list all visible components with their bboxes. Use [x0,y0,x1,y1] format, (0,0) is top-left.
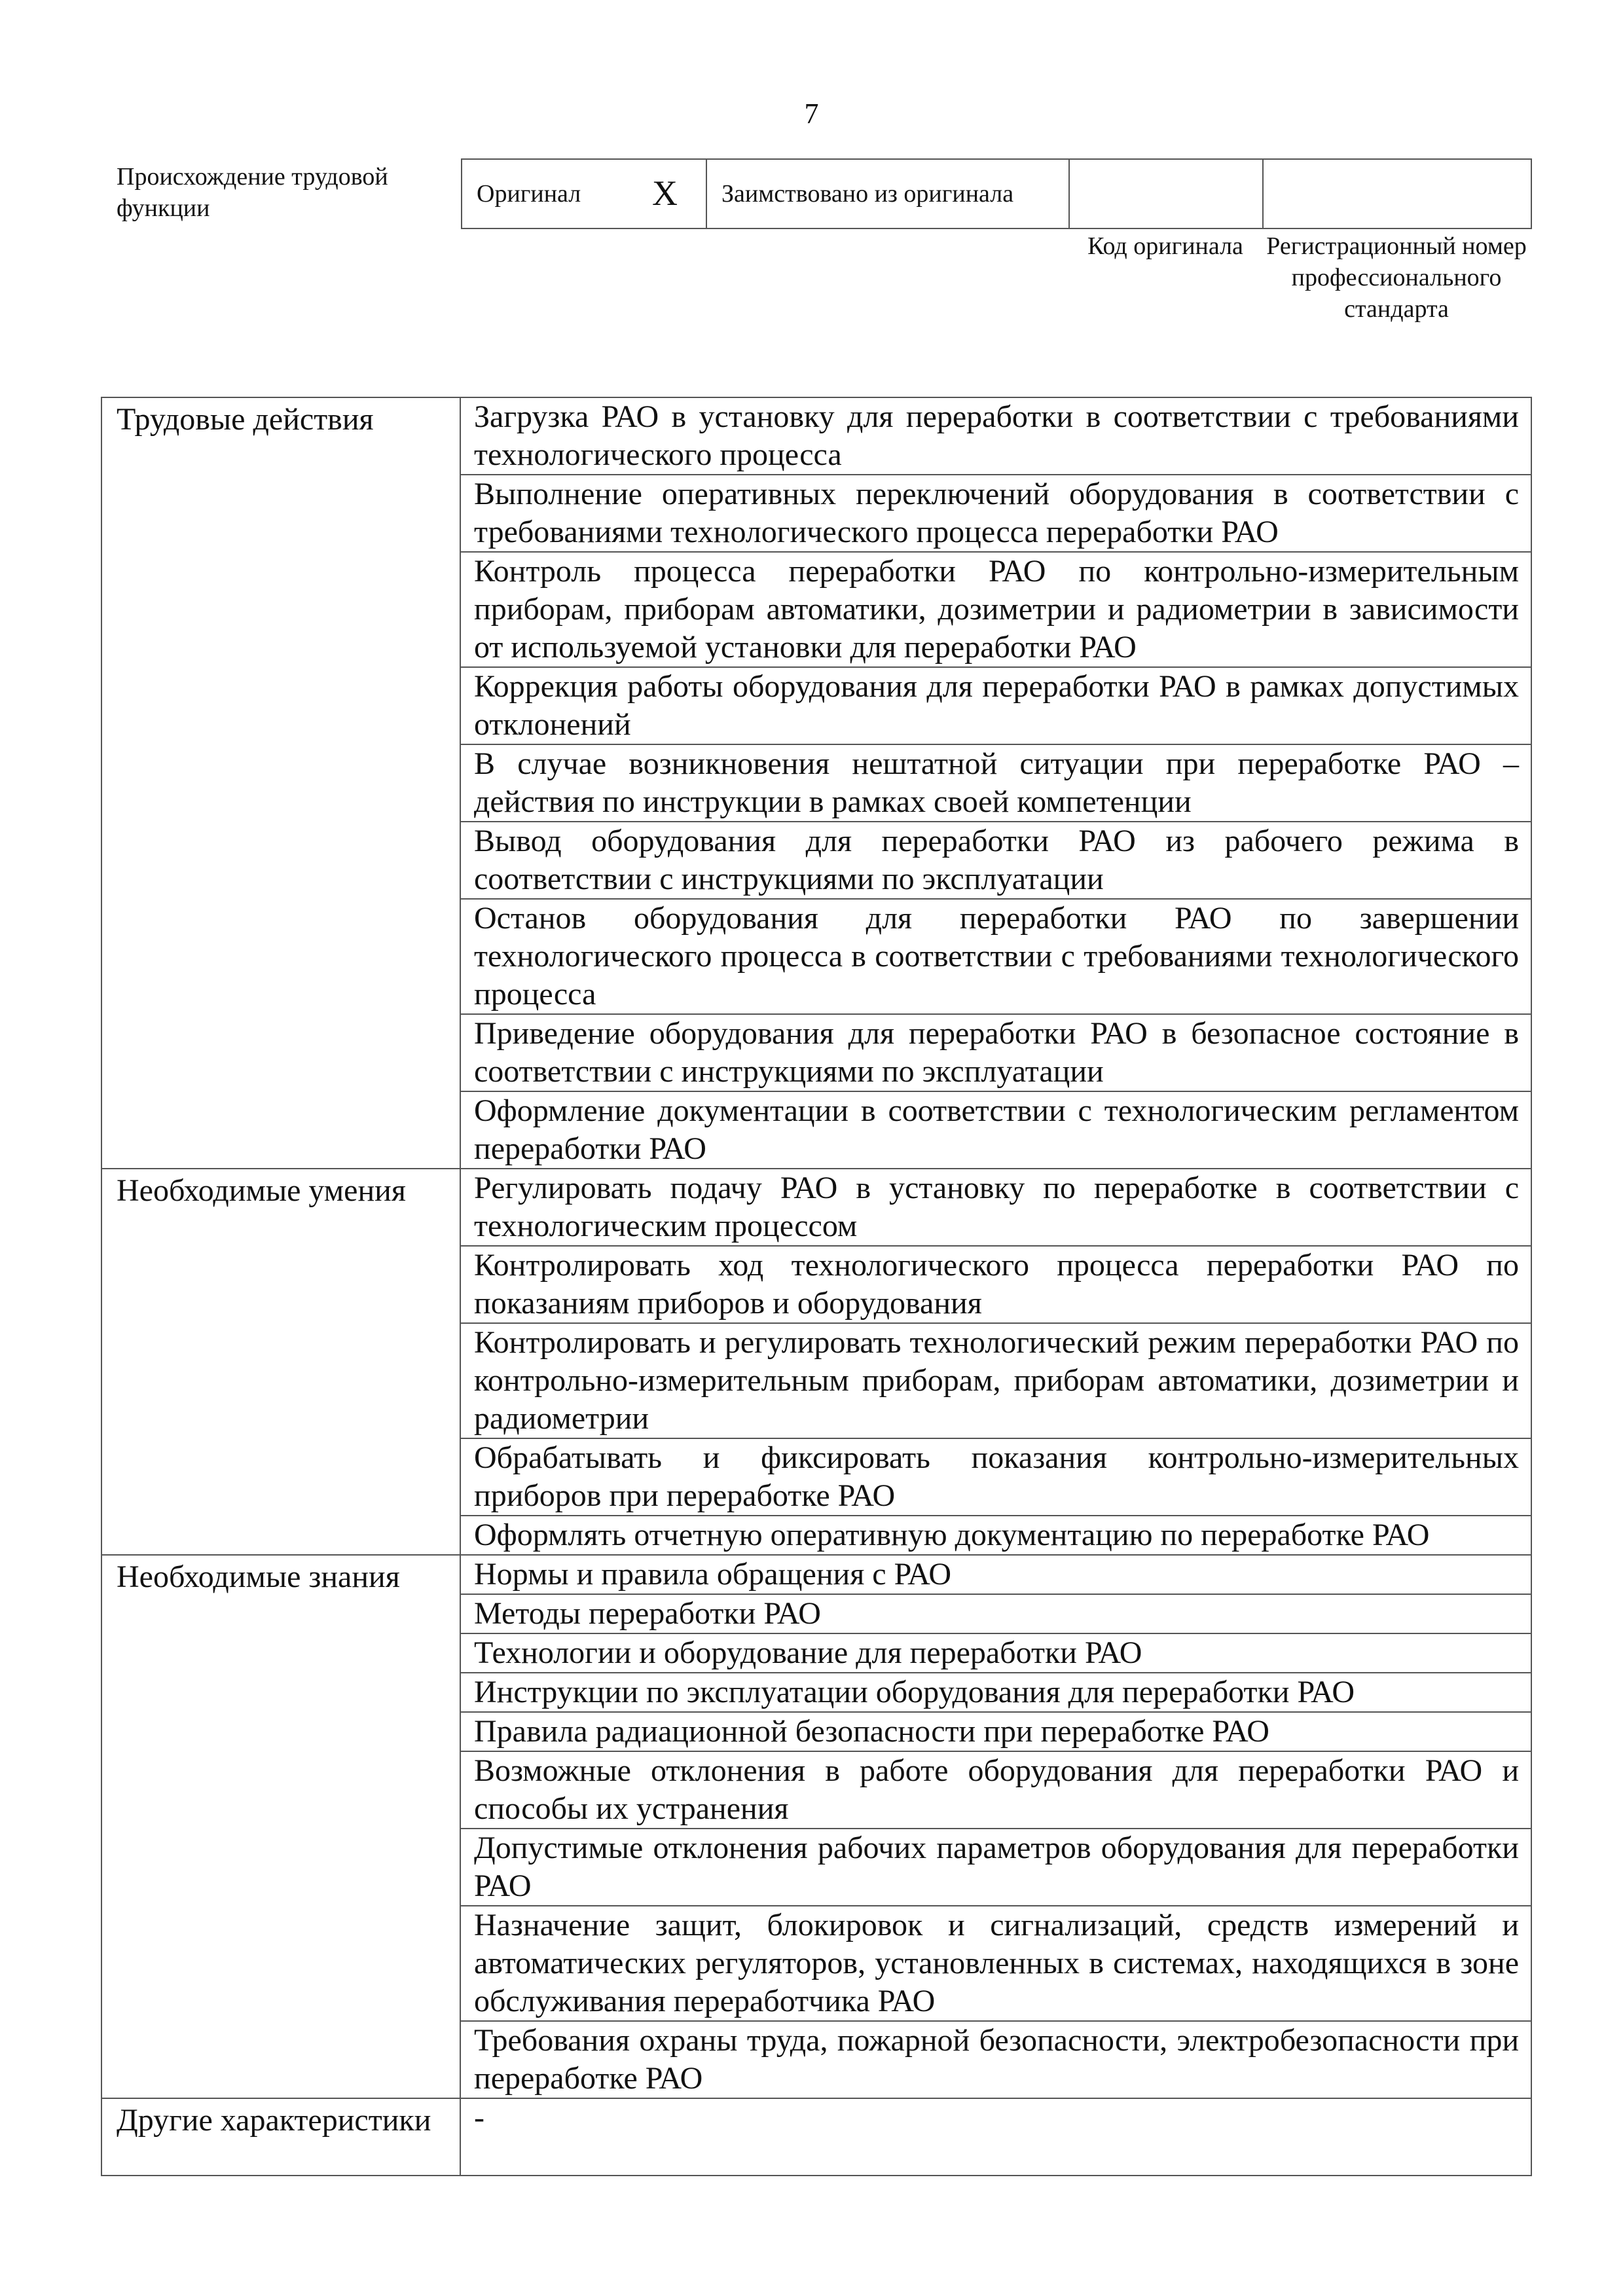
other-label: Другие характеристики [101,2098,460,2176]
function-table [101,397,1532,2176]
knowledge-item: Правила радиационной безопасности при переработке РАО [460,1712,1531,1751]
skill-item: Обрабатывать и фиксировать показания контрольно-измерительных приборов при переработке РАО [460,1438,1531,1516]
knowledge-section [101,1555,1531,2098]
action-item: Выполнение оперативных переключений оборудования в соответствии с требованиями технологического процесса переработки РАО [460,475,1531,552]
borrowed-cell [706,159,1069,228]
action-item: Оформление документации в соответствии с технологическим регламентом переработки РАО [460,1091,1531,1169]
original-cell [462,159,706,228]
origin-label: Происхождение трудовой функции [117,163,388,222]
action-item: В случае возникновения нештатной ситуации при переработке РАО – действия по инструкции в рамках своей компетенции [460,744,1531,822]
skills-label: Необходимые умения [101,1169,460,1555]
code-original-caption: Код оригинала [1087,232,1243,260]
action-item: Останов оборудования для переработки РАО по завершении технологического процесса в соответствии с требованиями технологического процесса [460,899,1531,1014]
knowledge-item: Инструкции по эксплуатации оборудования для переработки РАО [460,1673,1531,1712]
skills-section [101,1169,1531,1555]
knowledge-item: Возможные отклонения в работе оборудования для переработки РАО и способы их устранения [460,1751,1531,1829]
code-original-cell [1069,159,1263,228]
knowledge-item: Допустимые отклонения рабочих параметров оборудования для переработки РАО [460,1829,1531,1906]
original-label: Оригинал [477,180,581,208]
other-section [101,2098,1531,2176]
knowledge-item: Требования охраны труда, пожарной безопасности, электробезопасности при переработке РАО [460,2021,1531,2098]
knowledge-label: Необходимые знания [101,1555,460,2098]
origin-table [461,158,1532,229]
action-item: Вывод оборудования для переработки РАО из рабочего режима в соответствии с инструкциями по эксплуатации [460,822,1531,899]
original-mark: X [652,173,678,213]
knowledge-item: Нормы и правила обращения с РАО [460,1555,1531,1594]
action-item: Приведение оборудования для переработки РАО в безопасное состояние в соответствии с инструкциями по эксплуатации [460,1014,1531,1091]
knowledge-item: Назначение защит, блокировок и сигнализаций, средств измерений и автоматических регуляторов, установленных в системах, находящихся в зоне обслуживания переработчика РАО [460,1906,1531,2021]
action-item: Загрузка РАО в установку для переработки в соответствии с требованиями технологического процесса [460,397,1531,475]
action-item: Контроль процесса переработки РАО по контрольно-измерительным приборам, приборам автоматики, дозиметрии и радиометрии в зависимости от используемой установки для переработки РАО [460,552,1531,667]
actions-label: Трудовые действия [101,397,460,1169]
skill-item: Контролировать ход технологического процесса переработки РАО по показаниям приборов и оборудования [460,1246,1531,1323]
skill-item: Оформлять отчетную оперативную документацию по переработке РАО [460,1516,1531,1555]
page-number: 7 [804,98,819,130]
action-item: Коррекция работы оборудования для переработки РАО в рамках допустимых отклонений [460,667,1531,744]
skill-item: Регулировать подачу РАО в установку по переработке в соответствии с технологическим процессом [460,1169,1531,1246]
actions-section [101,397,1531,1169]
skill-item: Контролировать и регулировать технологический режим переработки РАО по контрольно-измерительным приборам, приборам автоматики, дозиметрии и радиометрии [460,1323,1531,1438]
borrowed-label: Заимствовано из оригинала [721,180,1014,208]
reg-number-caption: Регистрационный номер профессионального стандарта [1266,232,1527,323]
knowledge-item: Методы переработки РАО [460,1594,1531,1633]
reg-number-cell [1263,159,1531,228]
knowledge-item: Технологии и оборудование для переработки РАО [460,1633,1531,1673]
other-value: - [460,2098,1531,2176]
